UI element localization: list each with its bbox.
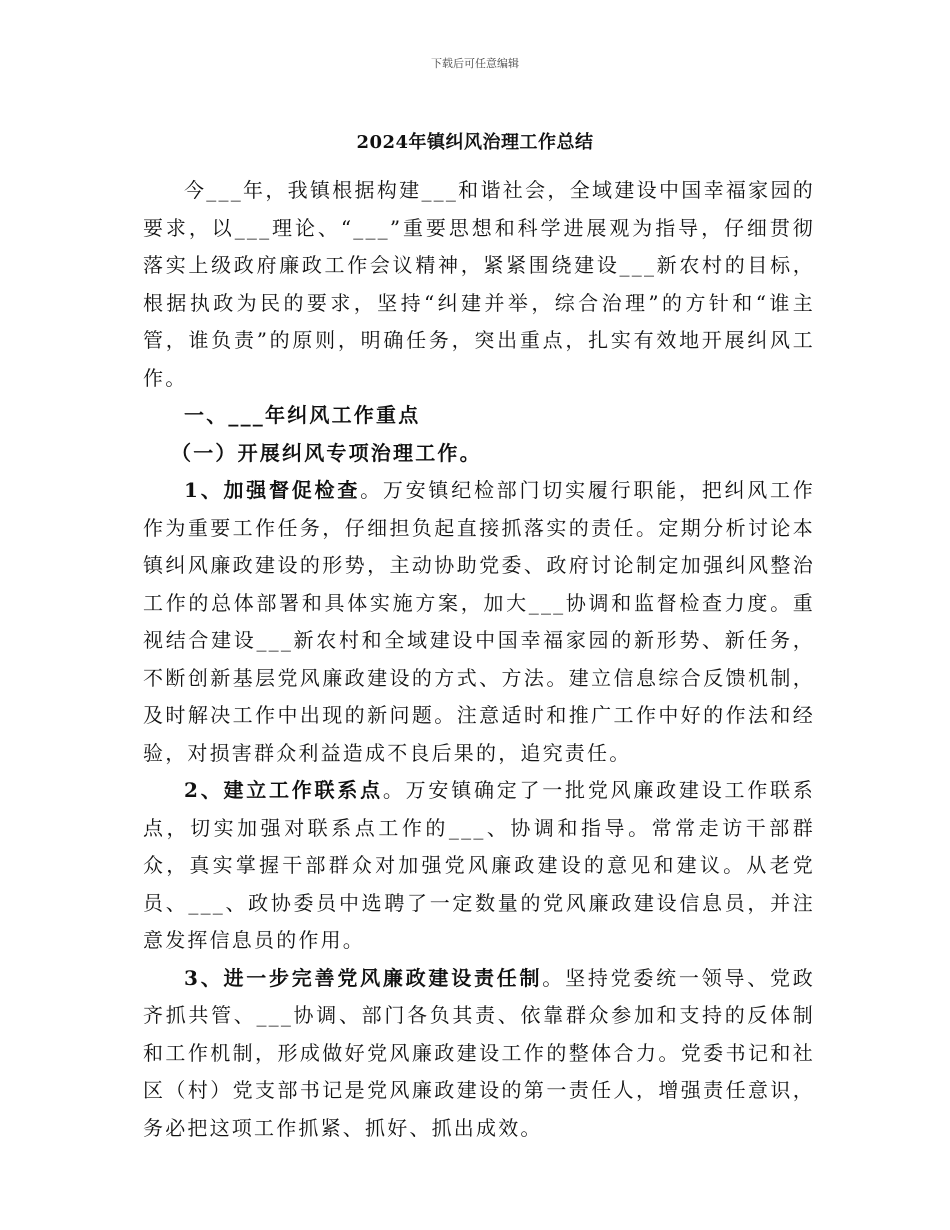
- subsection-heading: （一）开展纠风专项治理工作。: [171, 440, 482, 465]
- item-lead-3: 3、进一步完善党风廉政建设责任制: [184, 965, 543, 990]
- item-paragraph-2: [143, 772, 815, 960]
- item-lead-1: 1、加强督促检查: [184, 478, 361, 502]
- item-text-2: 。万安镇确定了一批党风廉政建设工作联系点，切实加强对联系点工作的___、协调和指导。常常走访干部群众，真实掌握干部群众对加强党风廉政建设的意见和建议。从老党员、___、政协委员中选聘了一定数量的党风廉政建设信息员，并注意发挥信息员的作用。: [143, 778, 815, 952]
- intro-paragraph: 今___年，我镇根据构建___和谐社会，全域建设中国幸福家园的要求，以___理论、“___”重要思想和科学进展观为指导，仔细贯彻落实上级政府廉政工作会议精神，紧紧围绕建设___新农村的目标，根据执政为民的要求，坚持“纠建并举，综合治理”的方针和“谁主管，谁负责”的原则，明确任务，突出重点，扎实有效地开展纠风工作。: [143, 178, 815, 390]
- item-text-3: 。坚持党委统一领导、党政齐抓共管、___协调、部门各负其责、依靠群众参加和支持的反体制和工作机制，形成做好党风廉政建设工作的整体合力。党委书记和社区（村）党支部书记是党风廉政建设的第一责任人，增强责任意识，务必把这项工作抓紧、抓好、抓出成效。: [143, 965, 815, 1140]
- item-paragraph-1: [143, 472, 815, 772]
- section-heading: 一、___年纠风工作重点: [184, 403, 421, 427]
- page-header-note: 下载后可任意编辑: [431, 57, 519, 70]
- item-paragraph-3: [143, 960, 815, 1148]
- item-lead-2: 2、建立工作联系点: [184, 778, 383, 802]
- document-body: [143, 172, 815, 1147]
- document-title: 2024年镇纠风治理工作总结: [356, 132, 594, 153]
- item-text-1: 。万安镇纪检部门切实履行职能，把纠风工作作为重要工作任务，仔细担负起直接抓落实的责任。定期分析讨论本镇纠风廉政建设的形势，主动协助党委、政府讨论制定加强纠风整治工作的总体部署和具体实施方案，加大___协调和监督检查力度。重视结合建设___新农村和全域建设中国幸福家园的新形势、新任务，不断创新基层党风廉政建设的方式、方法。建立信息综合反馈机制，及时解决工作中出现的新问题。注意适时和推广工作中好的作法和经验，对损害群众利益造成不良后果的，追究责任。: [143, 478, 815, 765]
